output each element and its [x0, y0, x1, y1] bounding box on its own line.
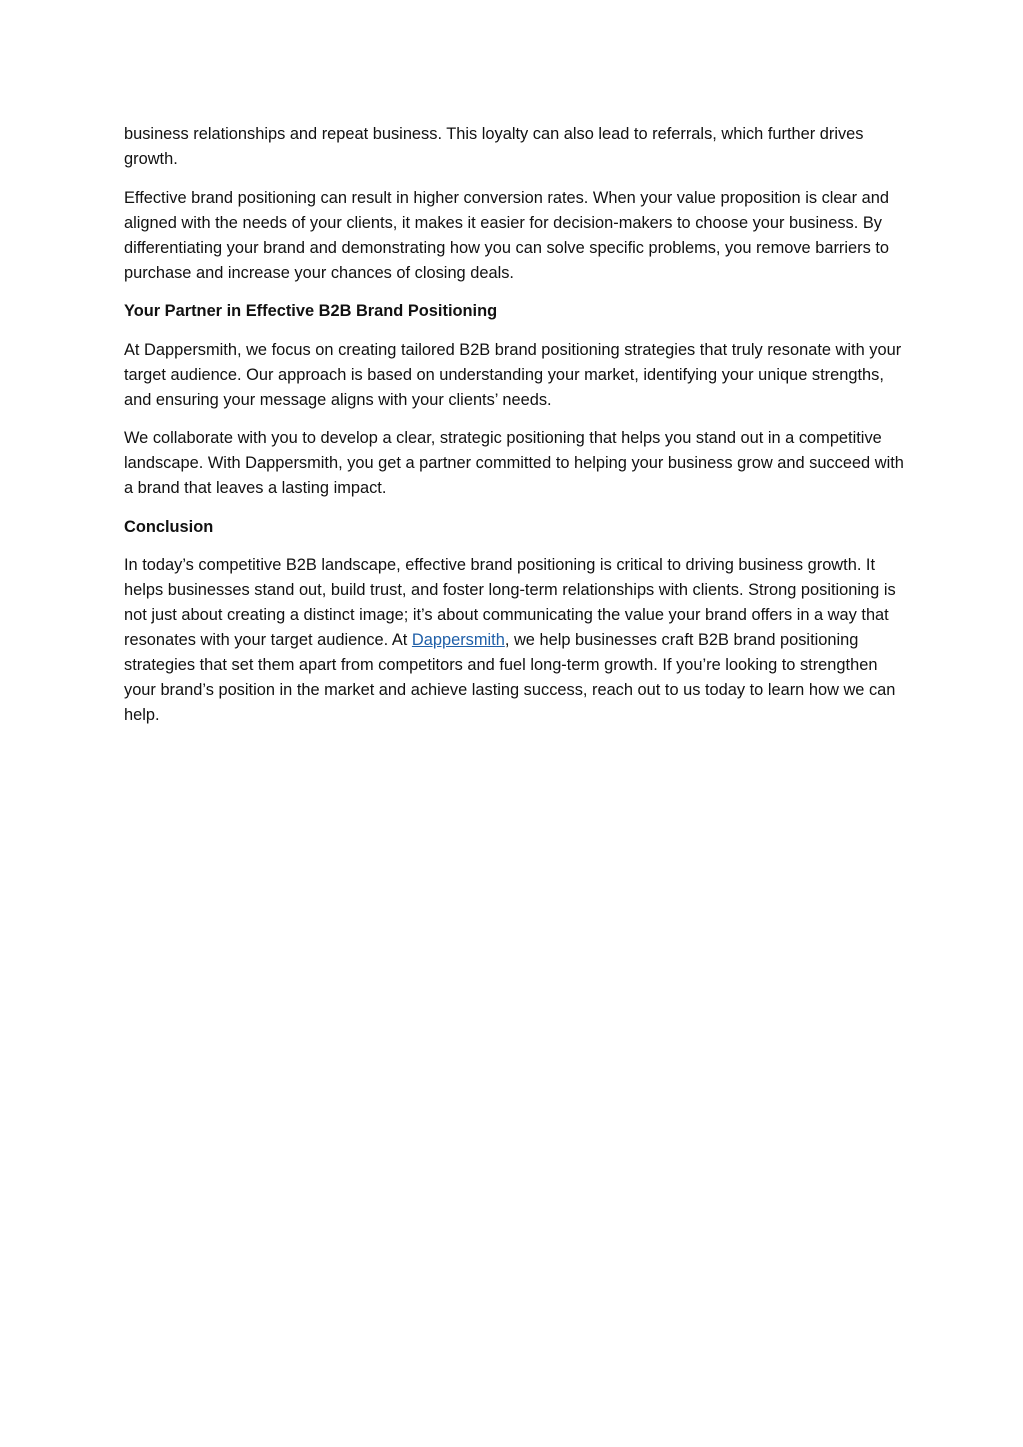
- document-body: [124, 122, 906, 742]
- paragraph-collaboration: We collaborate with you to develop a clear, strategic positioning that helps you stand out in a competitive landscape. With Dappersmith, you get a partner committed to helping your business grow and succeed with a brand that leaves a lasting impact.: [124, 429, 904, 497]
- paragraph-conclusion: [124, 553, 906, 728]
- paragraph-loyalty: business relationships and repeat business. This loyalty can also lead to referrals, which further drives growth.: [124, 125, 864, 168]
- dappersmith-link[interactable]: Dappersmith: [411, 631, 505, 649]
- heading-partner: Your Partner in Effective B2B Brand Positioning: [124, 302, 498, 320]
- paragraph-conversion-rates: Effective brand positioning can result in higher conversion rates. When your value proposition is clear and aligned with the needs of your clients, it makes it easier for decision-makers to choose your business. By differentiating your brand and demonstrating how you can solve specific problems, you remove barriers to purchase and increase your chances of closing deals.: [124, 188, 890, 282]
- conclusion-text-end: , we help businesses craft B2B brand positioning strategies that set them apart from competitors and fuel long-term growth. If you’re looking to strengthen your brand’s position in the market and achieve lasting success, reach out to us today to learn how we can help.: [124, 631, 896, 724]
- heading-conclusion: Conclusion: [124, 517, 214, 536]
- paragraph-dappersmith-approach: At Dappersmith, we focus on creating tailored B2B brand positioning strategies that truly resonate with your target audience. Our approach is based on understanding your market, identifying your unique strengths, and ensuring your message aligns with your clients’ needs.: [124, 340, 902, 409]
- conclusion-text-start: In today’s competitive B2B landscape, effective brand positioning is critical to driving business growth. It helps businesses stand out, build trust, and foster long-term relationships with clients. Strong positioning is not just about creating a distinct image; it’s about communicating the value your brand offers in a way that resonates with your target audience. At: [124, 556, 896, 649]
